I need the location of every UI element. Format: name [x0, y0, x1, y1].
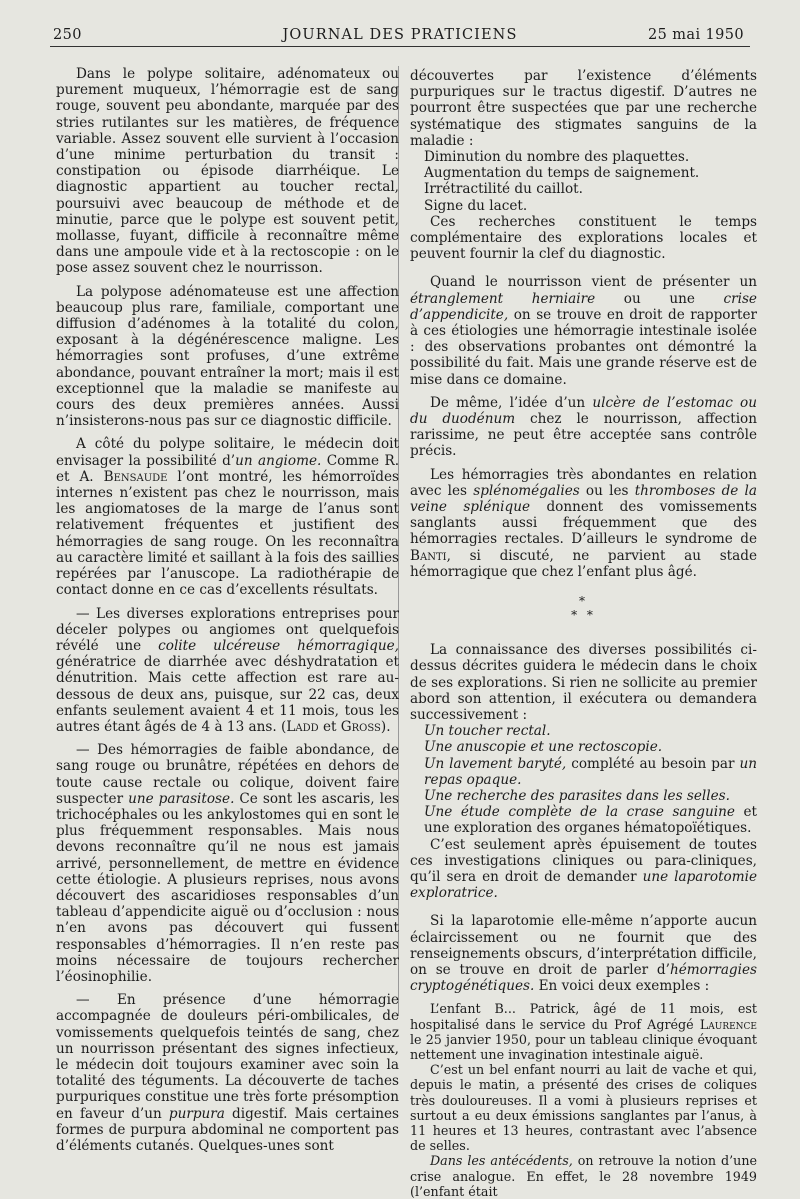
paragraph-cryptogenetiques: Si la laparotomie elle-même n’apporte aucun éclaircissement ou ne fournit que des renseignements obscurs, d’interprétation difficile, on se trouve en droit de parler d’hémorragies cryptogénétiques. En voici deux exemples :	[410, 913, 757, 995]
journal-title: JOURNAL DES PRATICIENS	[282, 27, 518, 43]
exploration-item: Un lavement baryté, complété au besoin par un repas opaque.	[424, 755, 757, 788]
issue-date: 25 mai 1950	[647, 27, 744, 43]
section-separator-asterisks: * * *	[571, 594, 596, 623]
right-column	[410, 68, 757, 1199]
paragraph-polypose: La polypose adénomateuse est une affection beaucoup plus rare, familiale, comportant une diffusion d’adénomes à la totalité du colon, exposant à la dégénérescence maligne. Les hémorragies sont profuses, d’une extrême abondance, pouvant entraîner la mort; mais il est exceptionnel que la maladie se manifeste au cours des deux premières années. Aussi n’insisterons-nous pas sur ce diagnostic difficile.	[56, 283, 399, 430]
paragraph-parasitose: — Des hémorragies de faible abondance, de sang rouge ou brunâtre, répétées en dehors de toute cause rectale ou colique, doivent faire suspecter une parasitose. Ce sont les ascaris, les trichocéphales ou les ankylostomes qui en sont le plus fréquemment responsables. Mais nous devons reconnaître qu’il ne nous est jamais arrivé, personnellement, de mettre en évidence cette étiologie. A plusieurs reprises, nous avons découvert des ascaridioses responsables d’un tableau d’appendicite aiguë ou d’occlusion : nous n’en avons pas découvert qui fussent responsables d’hémorragies. Il n’en reste pas moins nécessaire de toujours rechercher l’éosinophilie.	[56, 742, 399, 985]
case-paragraph: Dans les antécédents, on retrouve la notion d’une crise analogue. En effet, le 28 novembre 1949 (l’enfant était	[410, 1153, 758, 1199]
list-item: Augmentation du temps de saignement.	[424, 165, 700, 182]
paragraph-polype-solitaire: Dans le polype solitaire, adénomateux ou purement muqueux, l’hémorragie est de sang rouge, souvent peu abondante, marquée par des stries rutilantes sur les matières, de fréquence variable. Assez souvent elle survient à l’occasion d’une minime perturbation du transit : constipation ou épisode diarrhéique. Le diagnostic appartient au toucher rectal, poursuivi avec beaucoup de méthode et de minutie, parce que le polype est souvent petit, mollasse, fuyant, difficile à reconnaître même dans une ampoule vide et à la rectoscopie : on le pose assez souvent chez le nourrisson.	[56, 66, 399, 277]
case-report	[410, 1001, 757, 1199]
exploration-item: Une étude complète de la crase sanguine et une exploration des organes hématopoïétiques.	[424, 804, 757, 837]
list-item: Signe du lacet.	[424, 197, 528, 214]
exploration-item: Une anuscopie et une rectoscopie.	[424, 739, 663, 756]
paragraph-angiome: A côté du polype solitaire, le médecin doit envisager la possibilité d’un angiome. Comme R. et A. Bensaude l’ont montré, les hémorroïdes internes n’existent pas chez le nourrisson, mais les angiomatoses de la marge de l’anus sont relativement fréquentes et justifient des hémorragies de sang rouge. On les reconnaîtra au caractère limité et saillant à la fois des saillies repérées par l’anuscope. La radiothérapie de contact donne en ce cas d’excellents résultats.	[56, 436, 400, 599]
paragraph-splenomegalies: Les hémorragies très abondantes en relation avec les splénomégalies ou les thromboses de la veine splénique donnent des vomissements sanglants aussi fréquemment que des hémorragies rectales. D’ailleurs le syndrome de Banti, si discuté, ne parvient au stade hémorragique que chez l’enfant plus âgé.	[410, 466, 757, 580]
paragraph-explorations: La connaissance des diverses possibilités ci-dessus décrites guidera le médecin dans le choix de ses explorations. Si rien ne sollicite au premier abord son attention, il exécutera ou demandera successivement :	[410, 642, 757, 723]
paragraph-etranglement: Quand le nourrisson vient de présenter un étranglement herniaire ou une crise d’appendicite, on se trouve en droit de rapporter à ces étiologies une hémorragie intestinale isolée : des observations probantes ont démontré la possibilité du fait. Mais une grande réserve est de mise dans ce domaine.	[410, 274, 757, 388]
list-item: Irrétractilité du caillot.	[424, 181, 583, 198]
paragraph-colite: — Les diverses explorations entreprises pour déceler polypes ou angiomes ont quelquefois révélé une colite ulcéreuse hémorragique, génératrice de diarrhée avec déshydratation et dénutrition. Mais cette affection est rare au-dessous de deux ans, puisque, sur 22 cas, deux enfants seulement avaient 4 et 11 mois, tous les autres étant âgés de 4 à 13 ans. (Ladd et Gross).	[56, 605, 399, 735]
paragraph-recherches: Ces recherches constituent le temps complémentaire des explorations locales et peuvent fournir la clef du diagnostic.	[410, 213, 757, 263]
exploration-item: Un toucher rectal.	[424, 723, 551, 740]
left-column	[56, 66, 399, 1161]
paragraph-ulcere: De même, l’idée d’un ulcère de l’estomac ou du duodénum chez le nourrisson, affection rarissime, ne peut être acceptée sans contrôle précis.	[410, 394, 757, 460]
exploration-item: Une recherche des parasites dans les selles.	[424, 787, 730, 804]
case-paragraph: C’est un bel enfant nourri au lait de vache et qui, depuis le matin, a présenté des crises de coliques très douloureuses. Il a vomi à plusieurs reprises et surtout a eu deux émissions sanglantes par l’anus, à 11 heures et 13 heures, contrastant avec l’absence de selles.	[410, 1062, 757, 1154]
paragraph-continued: découvertes par l’existence d’éléments purpuriques sur le tractus digestif. D’autres ne pourront être suspectées que par une recherche systématique des stigmates sanguins de la maladie :	[410, 68, 757, 149]
paragraph-laparotomie: C’est seulement après épuisement de toutes ces investigations cliniques ou para-cliniques, qu’il sera en droit de demander une laparotomie exploratrice.	[410, 836, 758, 902]
list-item: Diminution du nombre des plaquettes.	[424, 149, 690, 166]
case-paragraph: L’enfant B... Patrick, âgé de 11 mois, est hospitalisé dans le service du Prof Agrégé Laurence le 25 janvier 1950, pour un tableau clinique évoquant nettement une invagination intestinale aiguë.	[410, 1001, 757, 1062]
paragraph-purpura: — En présence d’une hémorragie accompagnée de douleurs péri-ombilicales, de vomissements quelquefois teintés de sang, chez un nourrisson présentant des signes infectieux, le médecin doit toujours examiner avec soin la totalité des téguments. La découverte de taches purpuriques constitue une très forte présomption en faveur d’un purpura digestif. Mais certaines formes de purpura abdominal ne comportent pas d’éléments cutanés. Quelques-unes sont	[56, 992, 399, 1154]
page-number: 250	[53, 27, 82, 43]
running-header	[50, 24, 750, 47]
